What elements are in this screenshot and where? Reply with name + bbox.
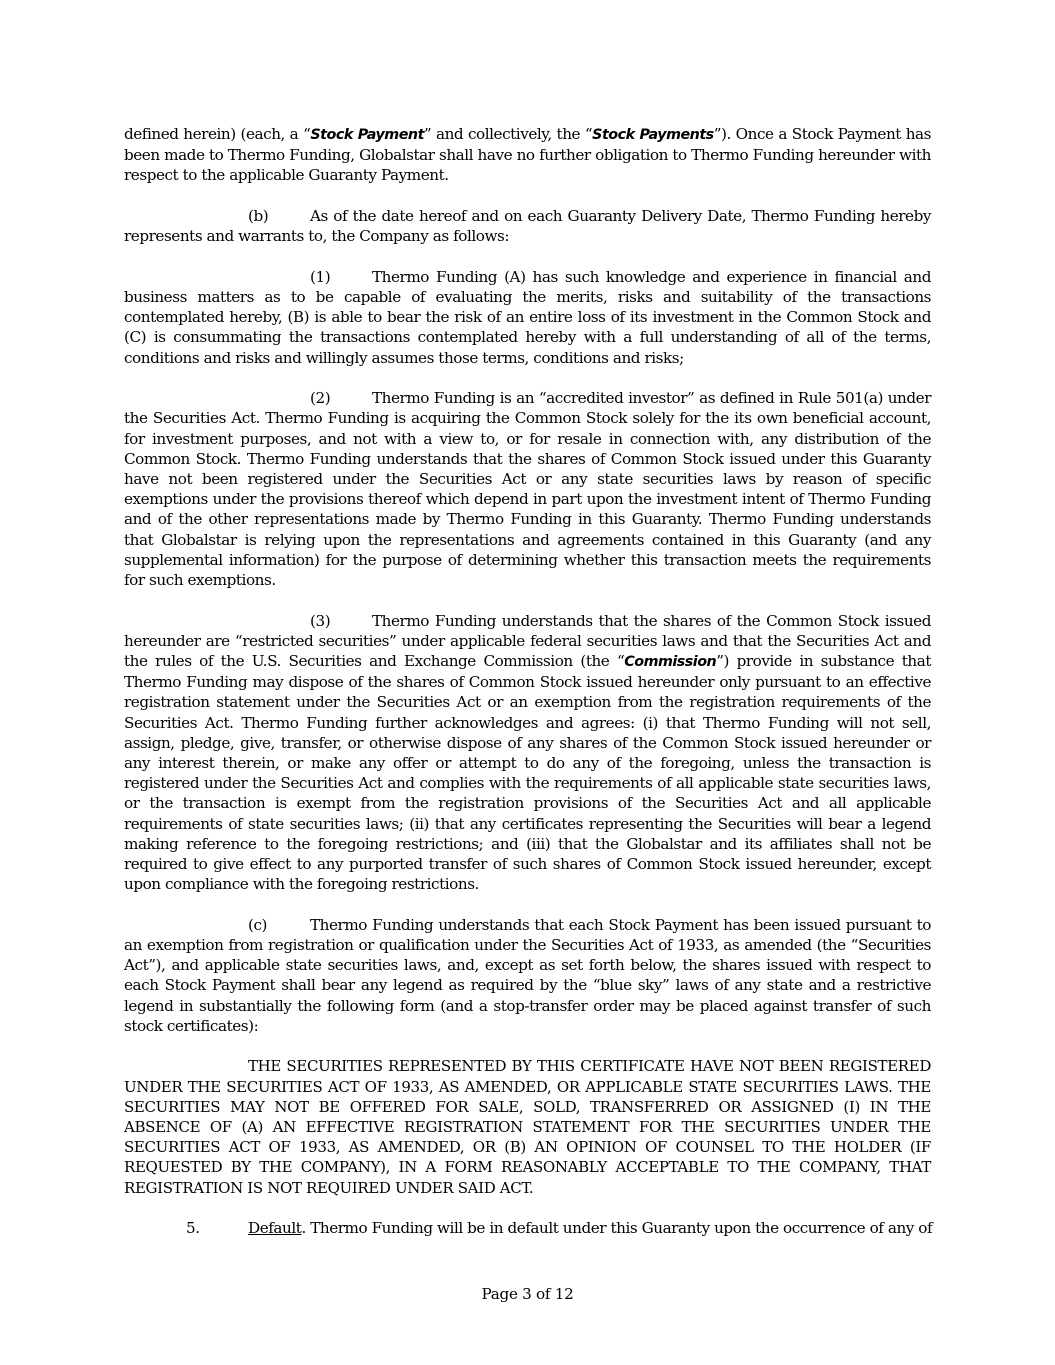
paragraph-text: . Thermo Funding will be in default under this Guaranty upon the occurrence of any of [301, 1219, 933, 1238]
paragraph-label-3: (3) [310, 611, 331, 630]
paragraph-b-3 [124, 611, 931, 895]
paragraph-text: ” and collectively, the “ [423, 125, 593, 143]
section-5-default [124, 1218, 931, 1238]
paragraph-text: defined herein) (each, a “ [124, 125, 311, 143]
paragraph-label-1: (1) [310, 267, 331, 286]
paragraph-c [124, 915, 931, 1036]
paragraph-label-2: (2) [310, 389, 331, 408]
paragraph-text: ”) provide in substance that Thermo Funding may dispose of the shares of Common Stock issued hereunder only pursuant to an effective registration statement under the Securities Act or an exemption from the registration requirements of the Securities Act. Thermo Funding further acknowledges and agrees: (i) that Thermo Funding will not sell, assign, pledge, give, transfer, or otherwise dispose of any shares of the Common Stock issued hereunder or any interest therein, or make any offer or attempt to do any of the foregoing, unless the transaction is registered under the Securities Act and complies with the requirements of all applicable state securities laws, or the transaction is exempt from the registration provisions of the Securities Act and all applicable requirements of state securities laws; (ii) that any certificates representing the Securities will bear a legend making reference to the foregoing restrictions; and (iii) that the Globalstar and its affiliates shall not be required to give effect to any purported transfer of such shares of Common Stock issued hereunder, except upon compliance with the foregoing restrictions. [124, 652, 931, 894]
paragraph-stock-payment-continuation [124, 124, 931, 186]
page-number: Page 3 of 12 [481, 1285, 574, 1303]
defined-term-stock-payments: Stock Payments [592, 127, 714, 143]
paragraph-b-1 [124, 267, 931, 368]
paragraph-text: Thermo Funding (A) has such knowledge and experience in financial and business matters as to be capable of evaluating the merits, risks and suitability of the transactions contemplated hereby, (B) is able to bear the risk of an entire loss of its investment in the Common Stock and (C) is consummating the transactions contemplated hereby with a full understanding of all of the terms, conditions and risks and willingly assumes those terms, conditions and risks; [124, 267, 931, 367]
paragraph-text: ”). Once a Stock Payment has been made to Thermo Funding, Globalstar shall have no further obligation to Thermo Funding hereunder with respect to the applicable Guaranty Payment. [124, 125, 931, 185]
paragraph-label-b: (b) [248, 207, 269, 225]
defined-term-commission: Commission [624, 654, 717, 671]
paragraph-b-2 [124, 388, 931, 590]
paragraph-text: As of the date hereof and on each Guaranty Delivery Date, Thermo Funding hereby represents and warrants to, the Company as follows: [124, 207, 931, 246]
paragraph-b [124, 206, 931, 246]
paragraph-text: Thermo Funding understands that the shares of the Common Stock issued hereunder are “restricted securities” under applicable federal securities laws and that the Securities Act and the rules of the U.S. Securities and Exchange Commission (the “ [124, 611, 931, 671]
paragraph-label-c: (c) [248, 915, 268, 934]
section-number: 5. [186, 1219, 200, 1238]
page-footer [0, 1285, 1055, 1303]
paragraph-text: Thermo Funding understands that each Stock Payment has been issued pursuant to an exemption from registration or qualification under the Securities Act of 1933, as amended (the “Securities Act”), and applicable state securities laws, and, except as set forth below, the shares issued with respect to each Stock Payment shall bear any legend as required by the “blue sky” laws of any state and a restrictive legend in substantially the following form (and a stop-transfer order may be placed against transfer of such stock certificates): [124, 915, 931, 1035]
defined-term-stock-payment: Stock Payment [310, 127, 424, 143]
paragraph-text: Thermo Funding is an “accredited investor” as defined in Rule 501(a) under the Securities Act. Thermo Funding is acquiring the Common Stock solely for the its own beneficial account, for investment purposes, and not with a view to, or for resale in connection with, any distribution of the Common Stock. Thermo Funding understands that the shares of Common Stock issued under this Guaranty have not been registered under the Securities Act or any state securities laws by reason of specific exemptions under the provisions thereof which depend in part upon the investment intent of Thermo Funding and of the other representations made by Thermo Funding in this Guaranty. Thermo Funding understands that Globalstar is relying upon the representations and agreements contained in this Guaranty (and any supplemental information) for the purpose of determining whether this transaction meets the requirements for such exemptions. [124, 389, 931, 590]
document-body [124, 124, 931, 1238]
restrictive-legend: THE SECURITIES REPRESENTED BY THIS CERTIFICATE HAVE NOT BEEN REGISTERED UNDER THE SECURITIES ACT OF 1933, AS AMENDED, OR APPLICABLE STATE SECURITIES LAWS. THE SECURITIES MAY NOT BE OFFERED FOR SALE, SOLD, TRANSFERRED OR ASSIGNED (I) IN THE ABSENCE OF (A) AN EFFECTIVE REGISTRATION STATEMENT FOR THE SECURITIES UNDER THE SECURITIES ACT OF 1933, AS AMENDED, OR (B) AN OPINION OF COUNSEL TO THE HOLDER (IF REQUESTED BY THE COMPANY), IN A FORM REASONABLY ACCEPTABLE TO THE COMPANY, THAT REGISTRATION IS NOT REQUIRED UNDER SAID ACT. [124, 1057, 931, 1197]
section-heading: Default [248, 1219, 302, 1238]
